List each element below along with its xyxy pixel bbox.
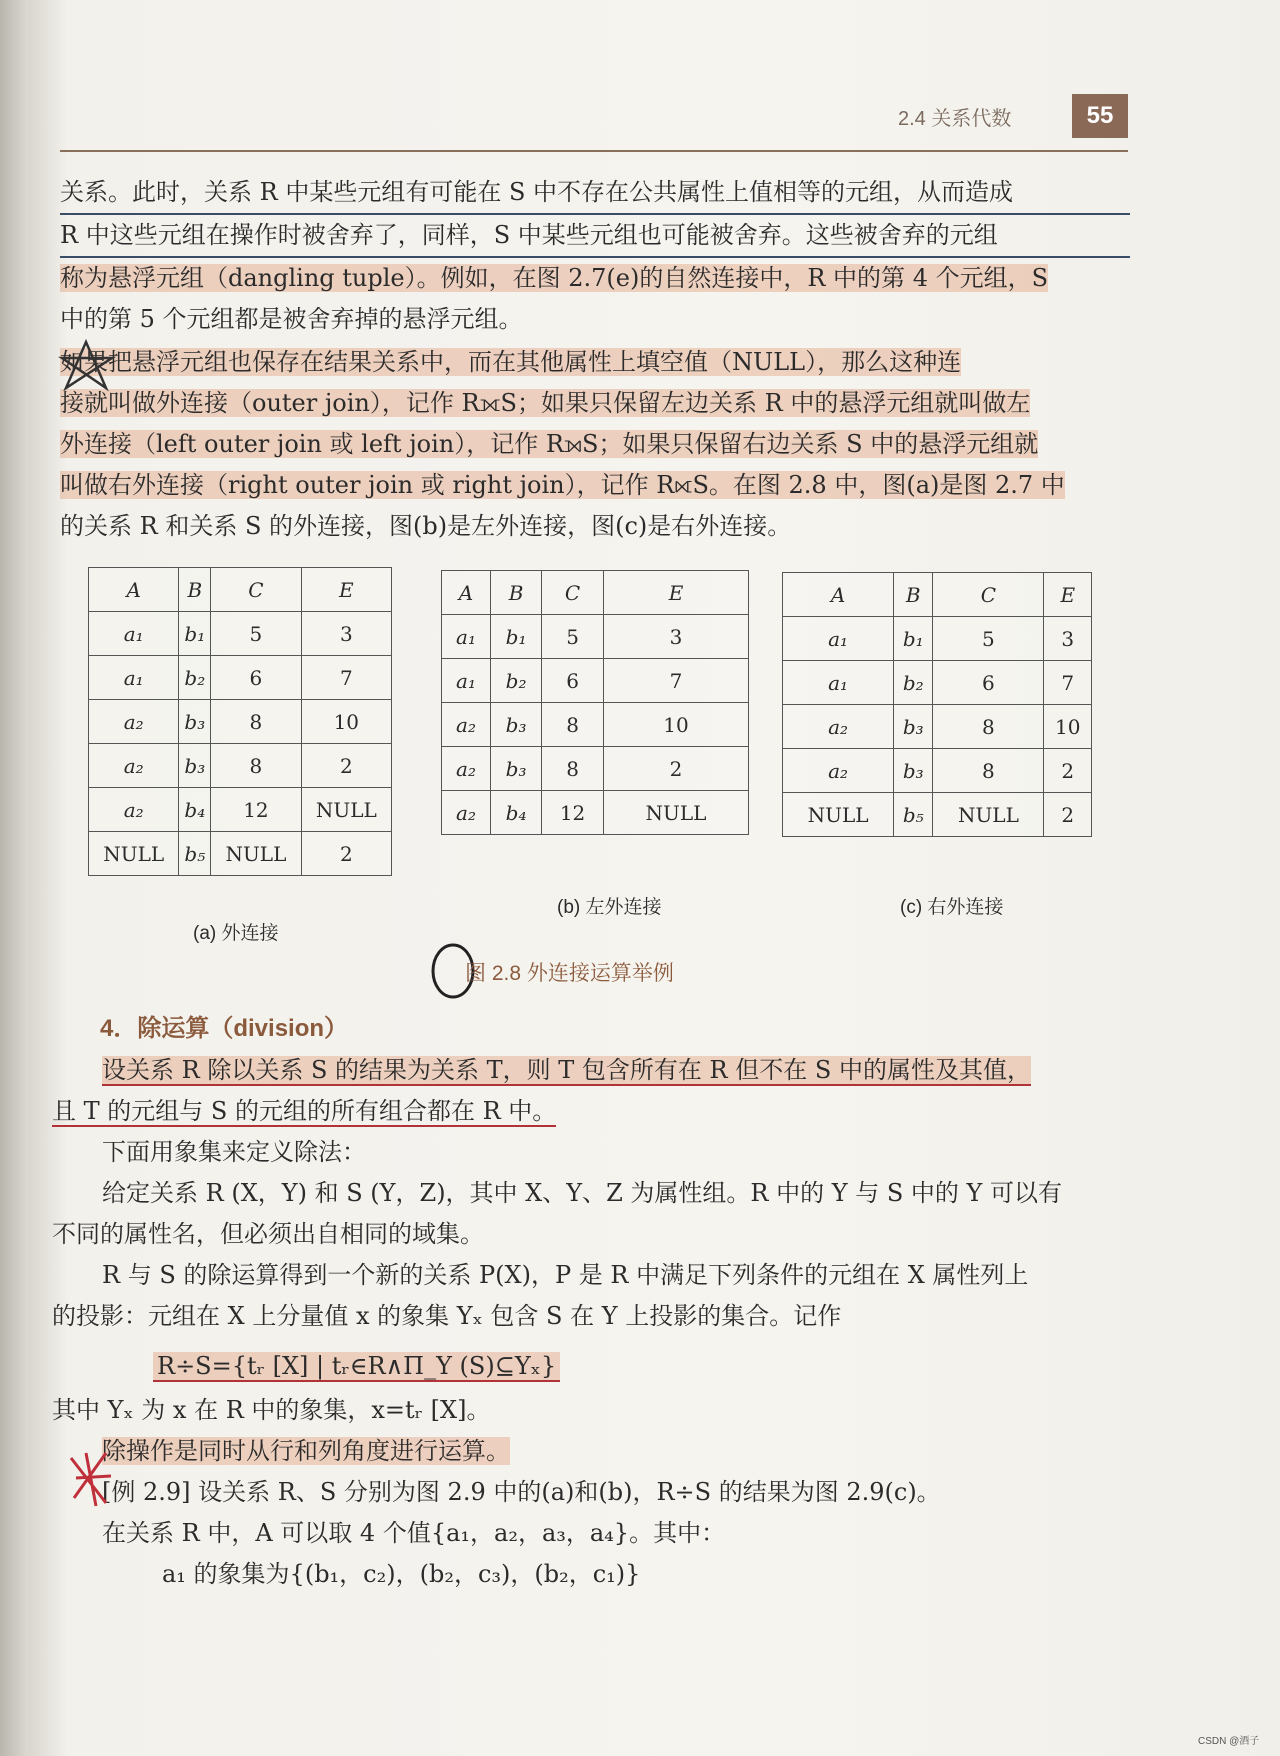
para2-line: 外连接（left outer join 或 left join），记作 R⟕S；如果只保留右边关系 S 中的悬浮元组就: [60, 430, 1039, 458]
table-row: [783, 793, 1092, 837]
table-row: [442, 747, 749, 791]
table-cell: 2: [1044, 793, 1092, 837]
section4-line: 的投影：元组在 X 上分量值 x 的象集 Yₓ 包含 S 在 Y 上投影的集合。记作: [52, 1302, 842, 1330]
division-definition: [52, 1050, 1132, 1337]
col-header: C: [933, 573, 1044, 617]
table-cell: a₂: [89, 700, 179, 744]
table-cell: NULL: [783, 793, 894, 837]
section4-line: 除操作是同时从行和列角度进行运算。: [102, 1437, 510, 1465]
table-cell: a₂: [89, 788, 179, 832]
table-row: [442, 659, 749, 703]
section4-line: 给定关系 R (X，Y) 和 S (Y，Z)，其中 X、Y、Z 为属性组。R 中的 Y 与 S 中的 Y 可以有: [102, 1179, 1063, 1207]
table-cell: NULL: [89, 832, 179, 876]
table-row: [89, 612, 392, 656]
table-cell: NULL: [604, 791, 749, 835]
table-cell: a₂: [783, 705, 894, 749]
table-cell: 6: [211, 656, 301, 700]
figure-caption: 图 2.8 外连接运算举例: [465, 962, 674, 985]
table-cell: 6: [542, 659, 604, 703]
table-header-row: [89, 568, 392, 612]
para2-line: 接就叫做外连接（outer join），记作 R⟗S；如果只保留左边关系 R 中的悬浮元组就叫做左: [60, 389, 1031, 417]
table-cell: 2: [1044, 749, 1092, 793]
header-rule: [60, 150, 1128, 152]
table-cell: 12: [211, 788, 301, 832]
table-row: [783, 661, 1092, 705]
table-cell: a₁: [442, 615, 491, 659]
table-cell: NULL: [933, 793, 1044, 837]
table-cell: b₅: [894, 793, 933, 837]
table-cell: 12: [542, 791, 604, 835]
section4-line: 其中 Yₓ 为 x 在 R 中的象集，x=tᵣ [X]。: [52, 1396, 491, 1424]
caption-c: (c) 右外连接: [900, 897, 1004, 918]
table-cell: a₂: [442, 703, 491, 747]
table-cell: b₁: [894, 617, 933, 661]
table-cell: 7: [604, 659, 749, 703]
table-cell: 8: [933, 705, 1044, 749]
table-cell: a₁: [783, 617, 894, 661]
table-cell: b₃: [179, 744, 211, 788]
section4-line: 下面用象集来定义除法：: [102, 1138, 366, 1166]
col-header: A: [442, 571, 491, 615]
table-cell: 7: [1044, 661, 1092, 705]
table-cell: 2: [604, 747, 749, 791]
table-cell: 8: [211, 700, 301, 744]
section4-line: 且 T 的元组与 S 的元组的所有组合都在 R 中。: [52, 1097, 557, 1125]
table-cell: b₅: [179, 832, 211, 876]
table-cell: 3: [301, 612, 391, 656]
table-row: [442, 703, 749, 747]
table-cell: 6: [933, 661, 1044, 705]
division-formula: R÷S={tᵣ [X] | tᵣ∈R∧Π_Y (S)⊆Yₓ}: [153, 1352, 560, 1382]
table-cell: 10: [604, 703, 749, 747]
para2-line: 如果把悬浮元组也保存在结果关系中，而在其他属性上填空值（NULL），那么这种连: [60, 348, 962, 376]
paragraph-dangling-tuple: [60, 172, 1130, 340]
section4-line: 不同的属性名，但必须出自相同的域集。: [52, 1220, 484, 1248]
table-header-row: [783, 573, 1092, 617]
table-cell: b₂: [894, 661, 933, 705]
table-cell: 8: [211, 744, 301, 788]
table-row: [783, 705, 1092, 749]
para1-line: 中的第 5 个元组都是被舍弃掉的悬浮元组。: [60, 305, 523, 333]
col-header: C: [542, 571, 604, 615]
table-cell: a₁: [89, 656, 179, 700]
section4-line: 设关系 R 除以关系 S 的结果为关系 T，则 T 包含所有在 R 但不在 S 中的属性及其值，: [102, 1056, 1031, 1084]
table-row: [783, 617, 1092, 661]
table-cell: b₃: [179, 700, 211, 744]
col-header: B: [491, 571, 542, 615]
table-cell: b₂: [179, 656, 211, 700]
table-header-row: [442, 571, 749, 615]
table-cell: 2: [301, 832, 391, 876]
section4-line: [例 2.9] 设关系 R、S 分别为图 2.9 中的(a)和(b)，R÷S 的结果为图 2.9(c)。: [102, 1478, 941, 1506]
table-cell: a₁: [89, 612, 179, 656]
table-cell: 5: [933, 617, 1044, 661]
star-pen-mark: [58, 338, 118, 393]
section4-line: R 与 S 的除运算得到一个新的关系 P(X)，P 是 R 中满足下列条件的元组在 X 属性列上: [102, 1261, 1029, 1289]
table-cell: b₁: [179, 612, 211, 656]
table-row: [89, 744, 392, 788]
col-header: E: [604, 571, 749, 615]
para1-line: R 中这些元组在操作时被舍弃了，同样，S 中某些元组也可能被舍弃。这些被舍弃的元组: [60, 215, 1130, 258]
table-row: [442, 791, 749, 835]
col-header: C: [211, 568, 301, 612]
para2-line: 叫做右外连接（right outer join 或 right join），记作 R⟖S。在图 2.8 中，图(a)是图 2.7 中: [60, 471, 1065, 499]
caption-a: (a) 外连接: [193, 923, 279, 944]
col-header: E: [301, 568, 391, 612]
table-cell: a₂: [442, 791, 491, 835]
col-header: B: [894, 573, 933, 617]
table-cell: 8: [542, 703, 604, 747]
division-explanation: [52, 1390, 1132, 1595]
table-cell: b₂: [491, 659, 542, 703]
table-cell: a₁: [442, 659, 491, 703]
book-spine: [0, 0, 28, 1756]
table-cell: b₃: [894, 749, 933, 793]
table-cell: b₃: [894, 705, 933, 749]
para1-line: 称为悬浮元组（dangling tuple）。例如，在图 2.7(e)的自然连接中，R 中的第 4 个元组，S: [60, 264, 1049, 292]
table-cell: b₃: [491, 747, 542, 791]
table-cell: 10: [301, 700, 391, 744]
table-left-outer-join: [441, 570, 749, 835]
col-header: A: [89, 568, 179, 612]
table-outer-join: [88, 567, 392, 876]
table-cell: b₃: [491, 703, 542, 747]
section-heading: 4．除运算（division）: [100, 1015, 349, 1042]
table-cell: 8: [933, 749, 1044, 793]
col-header: E: [1044, 573, 1092, 617]
table-cell: 5: [211, 612, 301, 656]
table-cell: a₂: [89, 744, 179, 788]
table-cell: b₄: [179, 788, 211, 832]
section4-line: 在关系 R 中，A 可以取 4 个值{a₁，a₂，a₃，a₄}。其中：: [102, 1519, 726, 1547]
table-row: [89, 832, 392, 876]
table-cell: 2: [301, 744, 391, 788]
table-right-outer-join: [782, 572, 1092, 837]
para1-line: 关系。此时，关系 R 中某些元组有可能在 S 中不存在公共属性上值相等的元组，从而造成: [60, 172, 1130, 215]
para2-line: 的关系 R 和关系 S 的外连接，图(b)是左外连接，图(c)是右外连接。: [60, 512, 792, 540]
table-row: [89, 700, 392, 744]
table-cell: 3: [604, 615, 749, 659]
paragraph-outer-join: [60, 342, 1130, 547]
table-cell: a₂: [783, 749, 894, 793]
section4-line: a₁ 的象集为{(b₁，c₂)，(b₂，c₃)，(b₂，c₁)}: [162, 1560, 641, 1588]
table-row: [89, 788, 392, 832]
table-cell: a₂: [442, 747, 491, 791]
table-row: [89, 656, 392, 700]
red-scribble-mark: [66, 1448, 116, 1508]
table-cell: 5: [542, 615, 604, 659]
table-cell: 8: [542, 747, 604, 791]
table-cell: 3: [1044, 617, 1092, 661]
table-cell: b₄: [491, 791, 542, 835]
table-cell: a₁: [783, 661, 894, 705]
table-cell: 10: [1044, 705, 1092, 749]
watermark: CSDN @酒子: [1198, 1736, 1260, 1747]
table-row: [783, 749, 1092, 793]
table-row: [442, 615, 749, 659]
table-cell: 7: [301, 656, 391, 700]
running-header: 2.4 关系代数: [898, 108, 1012, 130]
table-cell: NULL: [301, 788, 391, 832]
table-cell: NULL: [211, 832, 301, 876]
page-number: 55: [1072, 94, 1128, 138]
table-cell: b₁: [491, 615, 542, 659]
col-header: B: [179, 568, 211, 612]
col-header: A: [783, 573, 894, 617]
caption-b: (b) 左外连接: [557, 897, 662, 918]
